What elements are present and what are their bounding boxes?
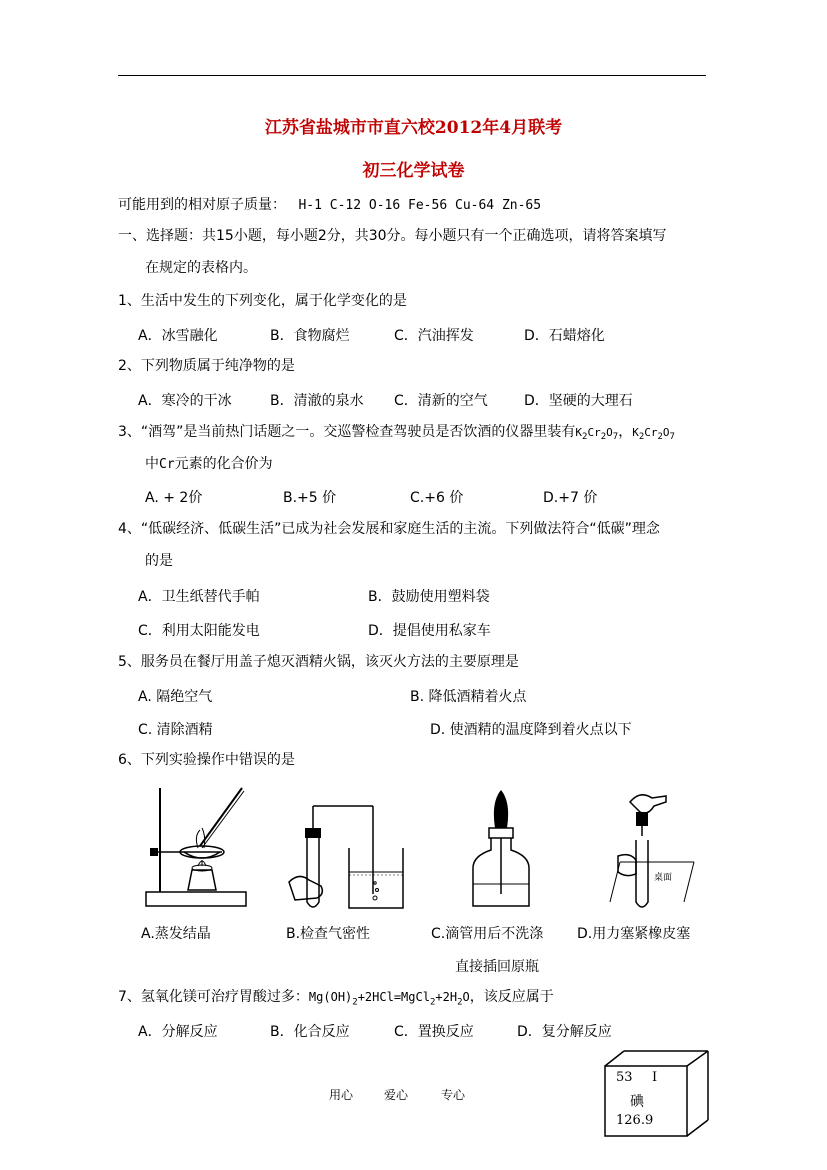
q3-option-b: B.+5 价 bbox=[283, 490, 337, 506]
q4-option-b: B．鼓励使用塑料袋 bbox=[368, 589, 490, 605]
desk-label: 桌面 bbox=[654, 873, 673, 883]
q5-option-a: A. 隔绝空气 bbox=[138, 689, 213, 705]
q3-f1-k: K bbox=[575, 426, 583, 439]
q3-f1-crsub: 2 bbox=[600, 432, 607, 443]
q2-option-a: A．寒冷的干冰 bbox=[138, 393, 232, 409]
q3-option-c: C.+6 价 bbox=[410, 490, 464, 506]
element-number: 53 bbox=[616, 1070, 633, 1085]
q3-stem-cont bbox=[145, 455, 273, 474]
q3-option-a: A. + 2价 bbox=[145, 490, 203, 506]
q1-option-b: B．食物腐烂 bbox=[270, 328, 350, 344]
q3-cr: Cr bbox=[159, 457, 175, 472]
q3-line2-pre: 中 bbox=[145, 456, 159, 472]
q1-stem: 1、生活中发生的下列变化，属于化学变化的是 bbox=[118, 293, 407, 309]
q5-stem: 5、服务员在餐厅用盖子熄灭酒精火锅，该灭火方法的主要原理是 bbox=[118, 654, 519, 670]
q4-stem-cont: 的是 bbox=[145, 553, 173, 569]
q7-option-a: A．分解反应 bbox=[138, 1024, 218, 1040]
q7-f-c: +2H bbox=[435, 990, 458, 1004]
q7-f-d: O bbox=[462, 990, 470, 1004]
atomic-mass-label: 可能用到的相对原子质量： bbox=[118, 197, 286, 213]
q7-f-b-sub: 2 bbox=[429, 997, 436, 1008]
q3-f1-ksub: 2 bbox=[582, 432, 588, 443]
q4-stem: 4、“低碳经济、低碳生活”已成为社会发展和家庭生活的主流。下列做法符合“低碳”理念 bbox=[118, 521, 660, 537]
q3-f2-crsub: 2 bbox=[657, 432, 663, 443]
section1-heading: 一、选择题：共15小题，每小题2分，共30分。每小题只有一个正确选项，请将答案填写 bbox=[118, 228, 667, 244]
q6-stem: 6、下列实验操作中错误的是 bbox=[118, 752, 295, 768]
q6-option-a: A.蒸发结晶 bbox=[141, 926, 211, 942]
q2-option-d: D．坚硬的大理石 bbox=[524, 393, 633, 409]
q5-option-c: C. 清除酒精 bbox=[138, 722, 213, 738]
q6-option-c: C.滴管用后不洗涤 bbox=[431, 926, 544, 942]
q3-f2-cr: Cr bbox=[644, 426, 658, 439]
q3-option-d: D.+7 价 bbox=[543, 490, 598, 506]
q7-option-c: C．置换反应 bbox=[394, 1024, 474, 1040]
page-subtitle: 初三化学试卷 bbox=[362, 161, 465, 181]
q3-f2-o: O bbox=[662, 426, 670, 439]
q5-option-d: D. 使酒精的温度降到着火点以下 bbox=[430, 722, 632, 738]
q6-option-b: B.检查气密性 bbox=[286, 926, 371, 942]
footer-text-3: 专心 bbox=[441, 1088, 466, 1102]
page-title: 江苏省盐城市市直六校2012年4月联考 bbox=[264, 118, 563, 138]
section1-heading-cont: 在规定的表格内。 bbox=[145, 260, 257, 276]
q1-option-c: C．汽油挥发 bbox=[394, 328, 474, 344]
figure-evaporation bbox=[140, 782, 250, 914]
q3-line2-post: 元素的化合价为 bbox=[174, 456, 273, 472]
q7-stem-text: 7、氢氧化镁可治疗胃酸过多： bbox=[118, 989, 309, 1005]
element-name: 碘 bbox=[630, 1094, 644, 1110]
q5-option-b: B. 降低酒精着火点 bbox=[410, 689, 527, 705]
q7-option-b: B．化合反应 bbox=[270, 1024, 350, 1040]
q3-f1-o: O bbox=[606, 426, 613, 439]
q3-f2-osub: 7 bbox=[669, 432, 675, 443]
q3-sep: ， bbox=[618, 424, 633, 440]
q7-f-a: Mg(OH) bbox=[308, 990, 353, 1004]
element-mass: 126.9 bbox=[616, 1113, 654, 1128]
q4-option-c: C．利用太阳能发电 bbox=[138, 623, 260, 639]
q2-option-c: C．清新的空气 bbox=[394, 393, 488, 409]
figure-gas-tightness bbox=[285, 782, 425, 914]
q4-option-a: A．卫生纸替代手帕 bbox=[138, 589, 260, 605]
q7-option-d: D．复分解反应 bbox=[517, 1024, 612, 1040]
q2-option-b: B．清澈的泉水 bbox=[270, 393, 364, 409]
q7-f-a-sub: 2 bbox=[352, 997, 358, 1008]
q3-stem bbox=[118, 423, 675, 446]
q7-f-c-sub: 2 bbox=[457, 997, 463, 1008]
q3-f1-cr: Cr bbox=[587, 426, 601, 439]
q7-f-b: +2HCl=MgCl bbox=[357, 990, 430, 1004]
element-symbol: I bbox=[652, 1070, 658, 1085]
q3-stem-text: 3、“酒驾”是当前热门话题之一。交巡警检查驾驶员是否饮酒的仪器里装有 bbox=[118, 424, 576, 440]
q3-f2-k: K bbox=[632, 426, 639, 439]
q3-formula-2 bbox=[632, 426, 675, 443]
q4-option-d: D．提倡使用私家车 bbox=[368, 623, 491, 639]
figure-dropper-bottle bbox=[455, 782, 545, 914]
q6-option-d: D.用力塞紧橡皮塞 bbox=[577, 926, 691, 942]
q2-stem: 2、下列物质属于纯净物的是 bbox=[118, 358, 295, 374]
q7-formula bbox=[308, 990, 470, 1008]
q3-f1-osub: 7 bbox=[612, 432, 619, 443]
q3-f2-ksub: 2 bbox=[638, 432, 645, 443]
atomic-mass-line bbox=[118, 196, 541, 215]
atomic-mass-values: H-1 C-12 O-16 Fe-56 Cu-64 Zn-65 bbox=[298, 198, 542, 213]
q7-stem-post: ，该反应属于 bbox=[469, 989, 554, 1005]
footer-text-1: 用心 bbox=[329, 1088, 354, 1102]
header-rule bbox=[118, 75, 706, 76]
q1-option-a: A．冰雪融化 bbox=[138, 328, 218, 344]
q1-option-d: D．石蜡熔化 bbox=[524, 328, 605, 344]
element-box-iodine bbox=[604, 1050, 710, 1138]
q6-option-c-cont: 直接插回原瓶 bbox=[455, 959, 539, 975]
q3-formula-1 bbox=[575, 426, 619, 443]
figure-rubber-stopper bbox=[600, 782, 700, 914]
footer-text-2: 爱心 bbox=[384, 1088, 409, 1102]
q7-stem bbox=[118, 988, 554, 1011]
